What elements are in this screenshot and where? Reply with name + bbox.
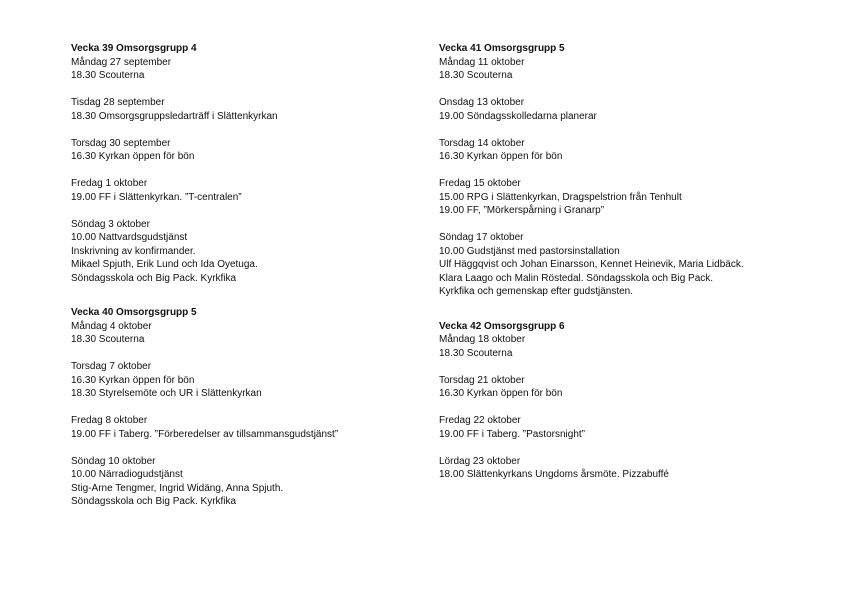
day-date: Torsdag 7 oktober <box>71 361 152 372</box>
event-line: 16.30 Kyrkan öppen för bön <box>71 151 195 162</box>
day-entry <box>71 96 451 123</box>
day-date: Söndag 3 oktober <box>71 218 150 230</box>
event-line: 10.00 Närradiogudstjänst <box>71 469 183 480</box>
day-entry <box>439 333 819 360</box>
event-line: 16.30 Kyrkan öppen för bön <box>71 374 195 386</box>
event-line: 18.30 Scouterna <box>71 334 145 345</box>
week-title: Vecka 42 Omsorgsgrupp 6 <box>439 320 565 332</box>
day-date: Fredag 22 oktober <box>439 415 521 426</box>
week-section <box>71 42 451 285</box>
week-title: Vecka 41 Omsorgsgrupp 5 <box>439 43 565 54</box>
day-date: Måndag 4 oktober <box>71 320 152 332</box>
week-section <box>439 320 819 482</box>
event-line: 18.30 Scouterna <box>439 347 513 359</box>
event-line: 10.00 Nattvardsgudstjänst <box>71 232 188 243</box>
day-date: Fredag 8 oktober <box>71 415 148 426</box>
day-date: Onsdag 13 oktober <box>439 97 525 108</box>
day-date: Tisdag 28 september <box>71 97 165 108</box>
event-line: 19.00 Söndagsskolledarna planerar <box>439 110 597 122</box>
event-line: 19.00 FF i Slättenkyrkan. ”T-centralen” <box>71 191 242 203</box>
day-entry <box>71 177 451 204</box>
day-date: Måndag 11 oktober <box>439 56 525 68</box>
day-date: Måndag 27 september <box>71 56 172 68</box>
right-column <box>439 42 819 482</box>
day-entry <box>71 320 451 347</box>
left-column <box>71 42 451 509</box>
event-line: Stig-Arne Tengmer, Ingrid Widäng, Anna Spjuth. <box>71 482 284 494</box>
event-line: 16.30 Kyrkan öppen för bön <box>439 388 563 399</box>
week-section <box>71 306 451 509</box>
day-entry <box>439 56 819 83</box>
week-title: Vecka 40 Omsorgsgrupp 5 <box>71 307 197 318</box>
day-date: Fredag 1 oktober <box>71 178 148 189</box>
day-entry <box>439 455 819 482</box>
week-section <box>439 42 819 299</box>
day-date: Måndag 18 oktober <box>439 334 526 345</box>
event-line: 18.30 Styrelsemöte och UR i Slättenkyrkan <box>71 388 262 399</box>
day-date: Fredag 15 oktober <box>439 178 521 189</box>
event-line: Klara Laago och Malin Röstedal. Söndagsskola och Big Pack. <box>439 272 714 284</box>
event-line: Inskrivning av konfirmander. <box>71 245 196 257</box>
event-line: 10.00 Gudstjänst med pastorsinstallation <box>439 245 620 257</box>
event-line: 15.00 RPG i Slättenkyrkan, Dragspelstrion från Tenhult <box>439 191 682 203</box>
day-entry <box>439 96 819 123</box>
day-entry <box>71 455 451 509</box>
day-date: Lördag 23 oktober <box>439 455 521 467</box>
day-entry <box>439 137 819 164</box>
day-entry <box>71 137 451 164</box>
event-line: Ulf Häggqvist och Johan Einarsson, Kennet Heinevik, Maria Lidbäck. <box>439 259 744 270</box>
day-entry <box>71 414 451 441</box>
event-line: Mikael Spjuth, Erik Lund och Ida Oyetuga. <box>71 259 258 270</box>
day-date: Torsdag 30 september <box>71 137 171 149</box>
day-entry <box>71 360 451 401</box>
day-date: Söndag 17 oktober <box>439 232 524 243</box>
week-title: Vecka 39 Omsorgsgrupp 4 <box>71 43 197 54</box>
event-line: 18.00 Slättenkyrkans Ungdoms årsmöte. Pizzabuffé <box>439 469 669 480</box>
day-entry <box>439 414 819 441</box>
day-date: Söndag 10 oktober <box>71 455 156 467</box>
event-line: 19.00 FF i Taberg. ”Pastorsnight” <box>439 428 585 440</box>
day-entry <box>71 218 451 286</box>
event-line: Kyrkfika och gemenskap efter gudstjänsten. <box>439 286 633 297</box>
event-line: 19.00 FF, ”Mörkerspårning i Granarp” <box>439 205 605 216</box>
event-line: 16.30 Kyrkan öppen för bön <box>439 151 563 162</box>
day-entry <box>439 177 819 218</box>
event-line: 18.30 Scouterna <box>71 70 145 81</box>
day-date: Torsdag 14 oktober <box>439 137 525 149</box>
day-date: Torsdag 21 oktober <box>439 374 525 386</box>
event-line: 18.30 Omsorgsgruppsledarträff i Slättenkyrkan <box>71 110 278 122</box>
day-entry <box>439 374 819 401</box>
day-entry <box>71 56 451 83</box>
event-line: Söndagsskola och Big Pack. Kyrkfika <box>71 272 237 284</box>
event-line: 19.00 FF i Taberg. ”Förberedelser av tillsammansgudstjänst” <box>71 428 339 440</box>
day-entry <box>439 231 819 299</box>
event-line: 18.30 Scouterna <box>439 70 513 81</box>
event-line: Söndagsskola och Big Pack. Kyrkfika <box>71 496 237 507</box>
